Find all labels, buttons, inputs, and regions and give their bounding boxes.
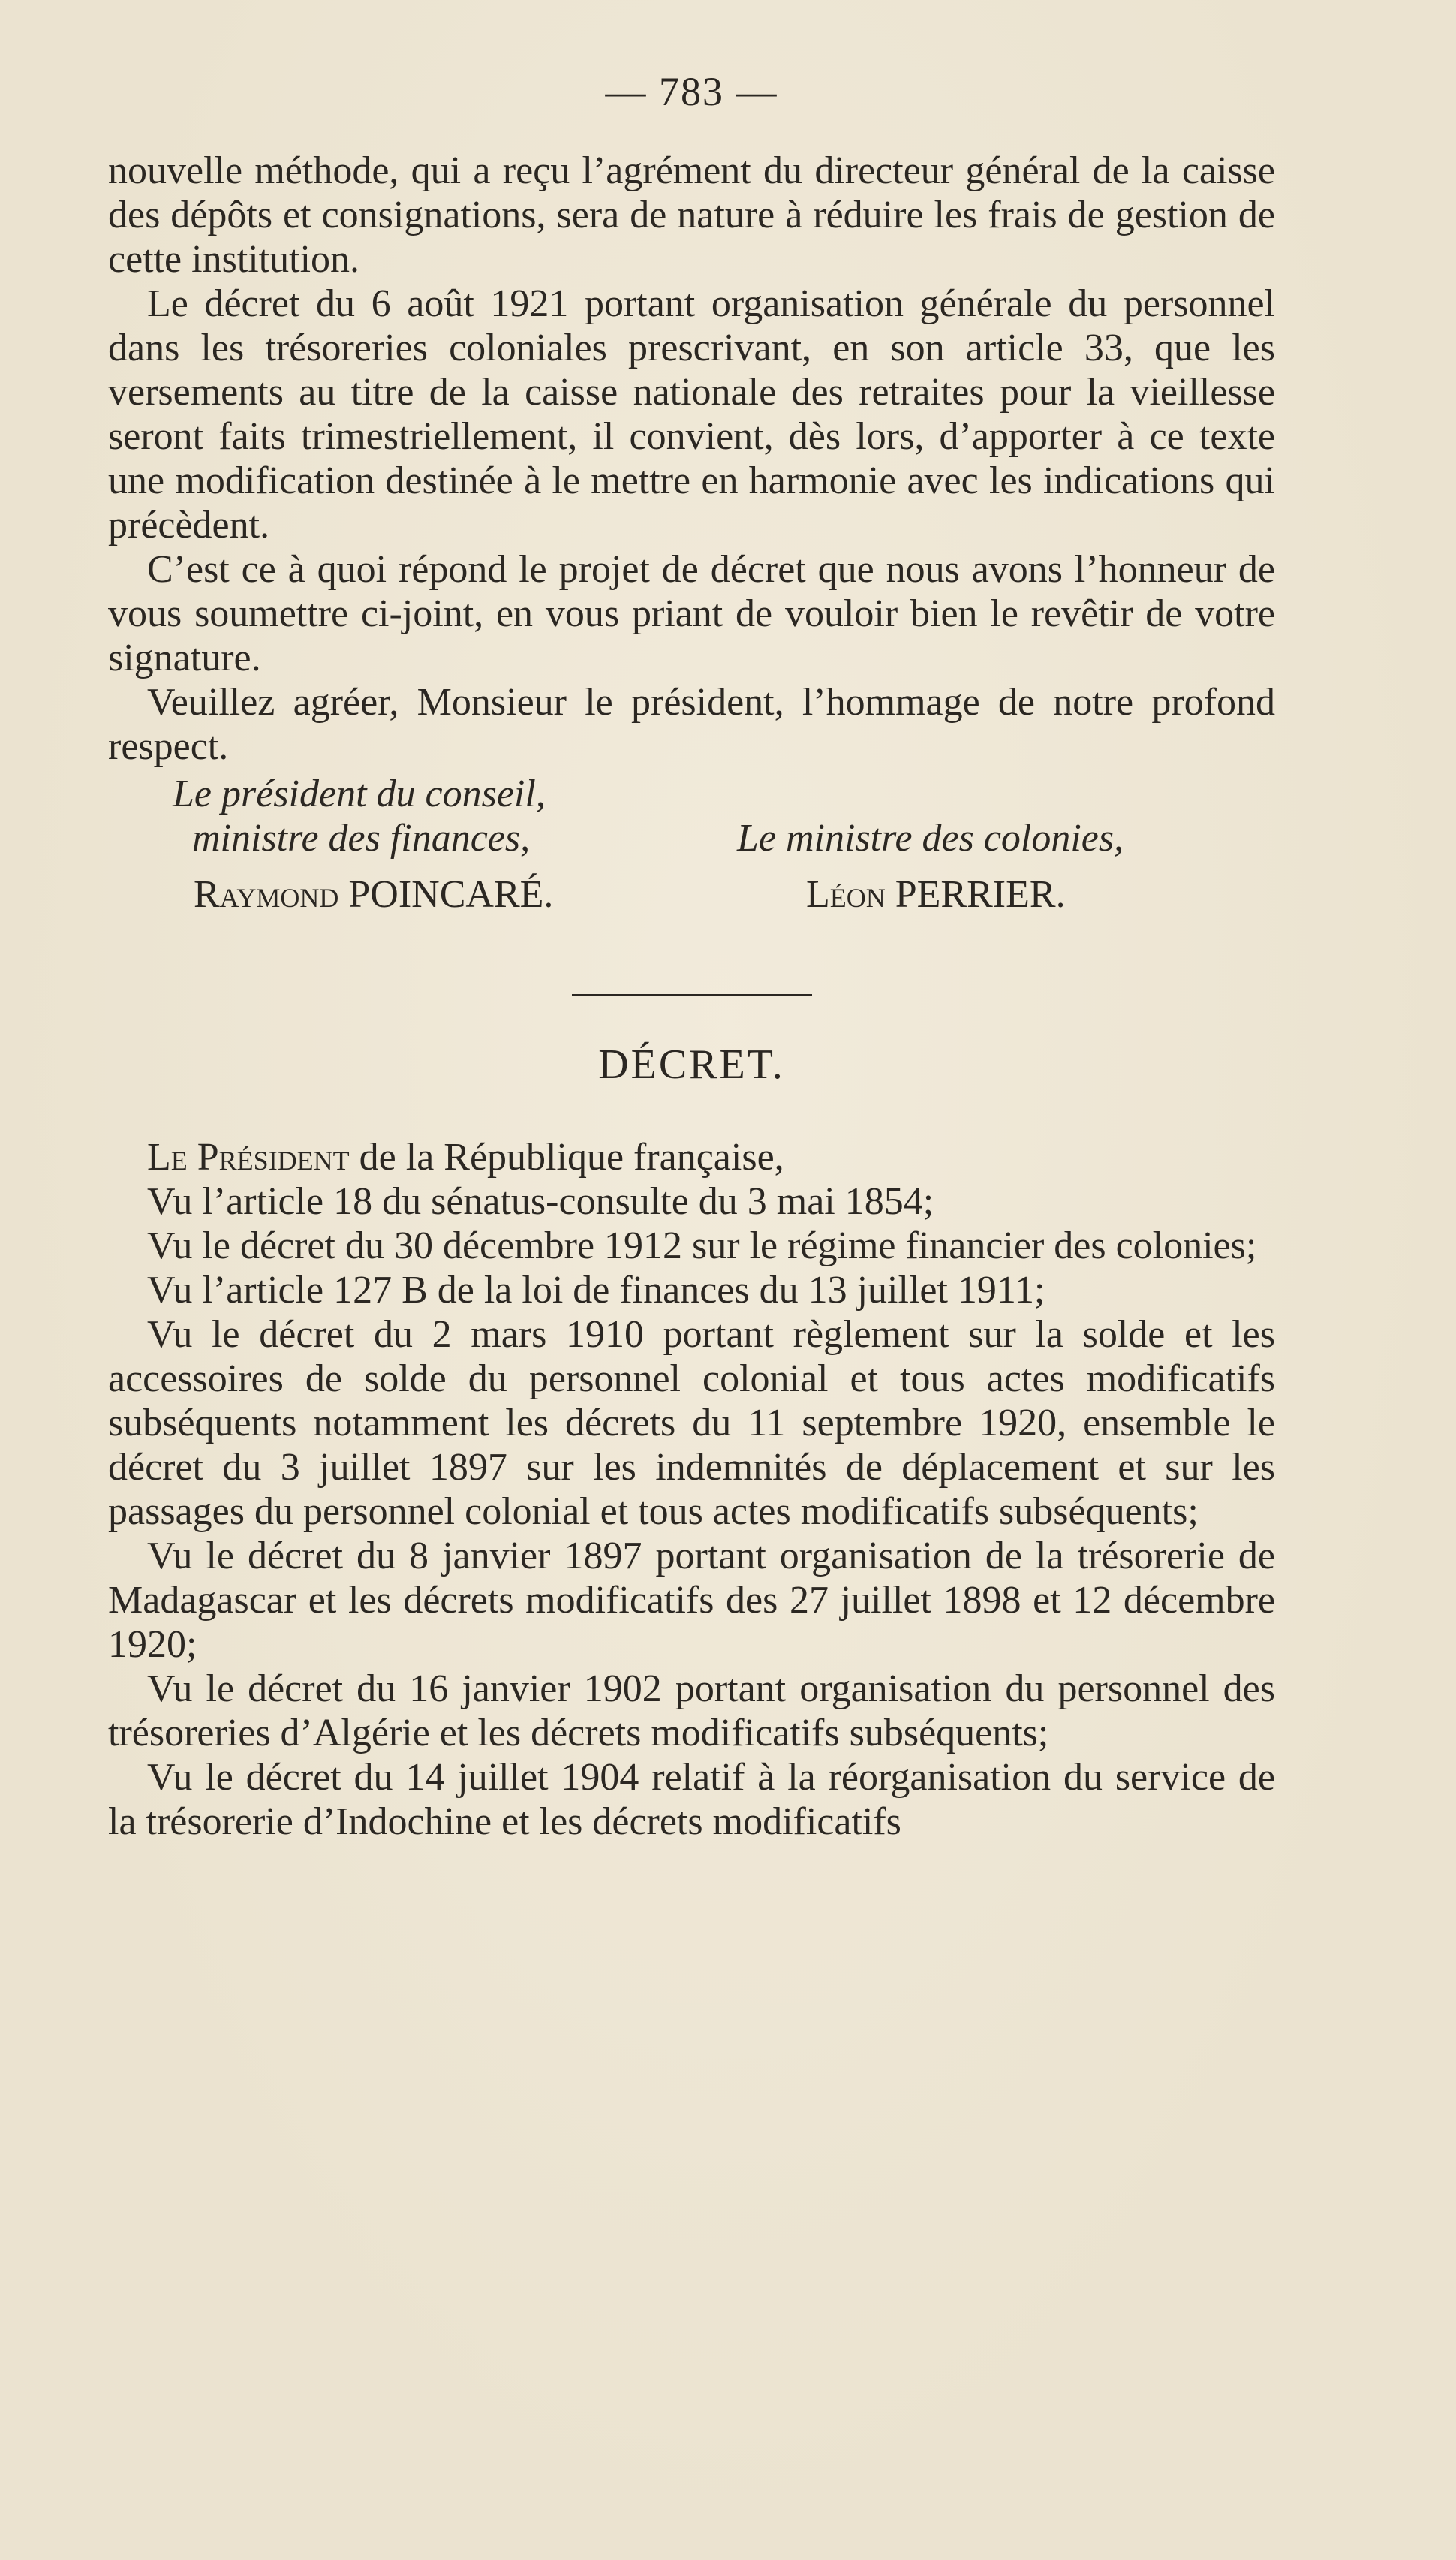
decree-opening-rest: de la République française,: [349, 1136, 784, 1179]
page-content: [108, 69, 1275, 1844]
decree-opening: [108, 1135, 1275, 1179]
decree-paragraph: Vu l’article 127 B de la loi de finances du 13 juillet 1911;: [147, 1269, 1045, 1312]
decree-paragraph: Vu le décret du 8 janvier 1897 portant organisation de la trésorerie de Madagascar et les décrets modificatifs des 27 juillet 1898 et 12 décembre 1920;: [108, 1534, 1275, 1666]
intro-paragraph-1: nouvelle méthode, qui a reçu l’agrément du directeur général de la caisse des dépôts et consignations, sera de nature à réduire les frais de gestion de cette institution.: [108, 149, 1275, 281]
signature-right-name: Léon PERRIER.: [806, 873, 1066, 916]
decree-paragraph: Vu le décret du 14 juillet 1904 relatif à la réorganisation du service de la trésorerie d’Indochine et les décrets modificatifs: [108, 1756, 1275, 1843]
decree-paragraph: Vu le décret du 16 janvier 1902 portant organisation du personnel des trésoreries d’Algérie et les décrets modificatifs subséquents;: [108, 1667, 1275, 1754]
signature-left-name: Raymond POINCARÉ.: [194, 873, 554, 916]
decree-paragraph: Vu l’article 18 du sénatus-consulte du 3 mai 1854;: [147, 1180, 934, 1223]
page-number: — 783 —: [605, 69, 778, 114]
decree-paragraph: Vu le décret du 30 décembre 1912 sur le régime financier des colonies;: [147, 1224, 1257, 1267]
section-divider: [572, 994, 812, 996]
decree-opening-smallcaps: Le Président: [147, 1136, 350, 1179]
signature-block: [108, 772, 1275, 959]
signature-left-title-1: Le président du conseil,: [173, 773, 546, 815]
decree-paragraph: Vu le décret du 2 mars 1910 portant règlement sur la solde et les accessoires de solde du personnel colonial et tous actes modificatifs subséquents notamment les décrets du 11 septembre 1920, ensemble le décret du 3 juillet 1897 sur les indemnités de déplacement et sur les passages du personnel colonial et tous actes modificatifs subséquents;: [108, 1313, 1275, 1533]
decree-heading: DÉCRET.: [598, 1041, 785, 1088]
intro-paragraph-2: Le décret du 6 août 1921 portant organisation générale du personnel dans les trésoreries coloniales prescrivant, en son article 33, que les versements au titre de la caisse nationale des retraites pour la vieillesse seront faits trimestriellement, il convient, dès lors, d’apporter à ce texte une modification destinée à le mettre en harmonie avec les indications qui précèdent.: [108, 282, 1275, 547]
signature-right-title: Le ministre des colonies,: [737, 817, 1124, 860]
intro-paragraph-3: C’est ce à quoi répond le projet de décret que nous avons l’honneur de vous soumettre ci-joint, en vous priant de vouloir bien le revêtir de votre signature.: [108, 548, 1275, 679]
intro-paragraph-4: Veuillez agréer, Monsieur le président, l’hommage de notre profond respect.: [108, 681, 1275, 768]
signature-left-title-2: ministre des finances,: [192, 817, 531, 860]
